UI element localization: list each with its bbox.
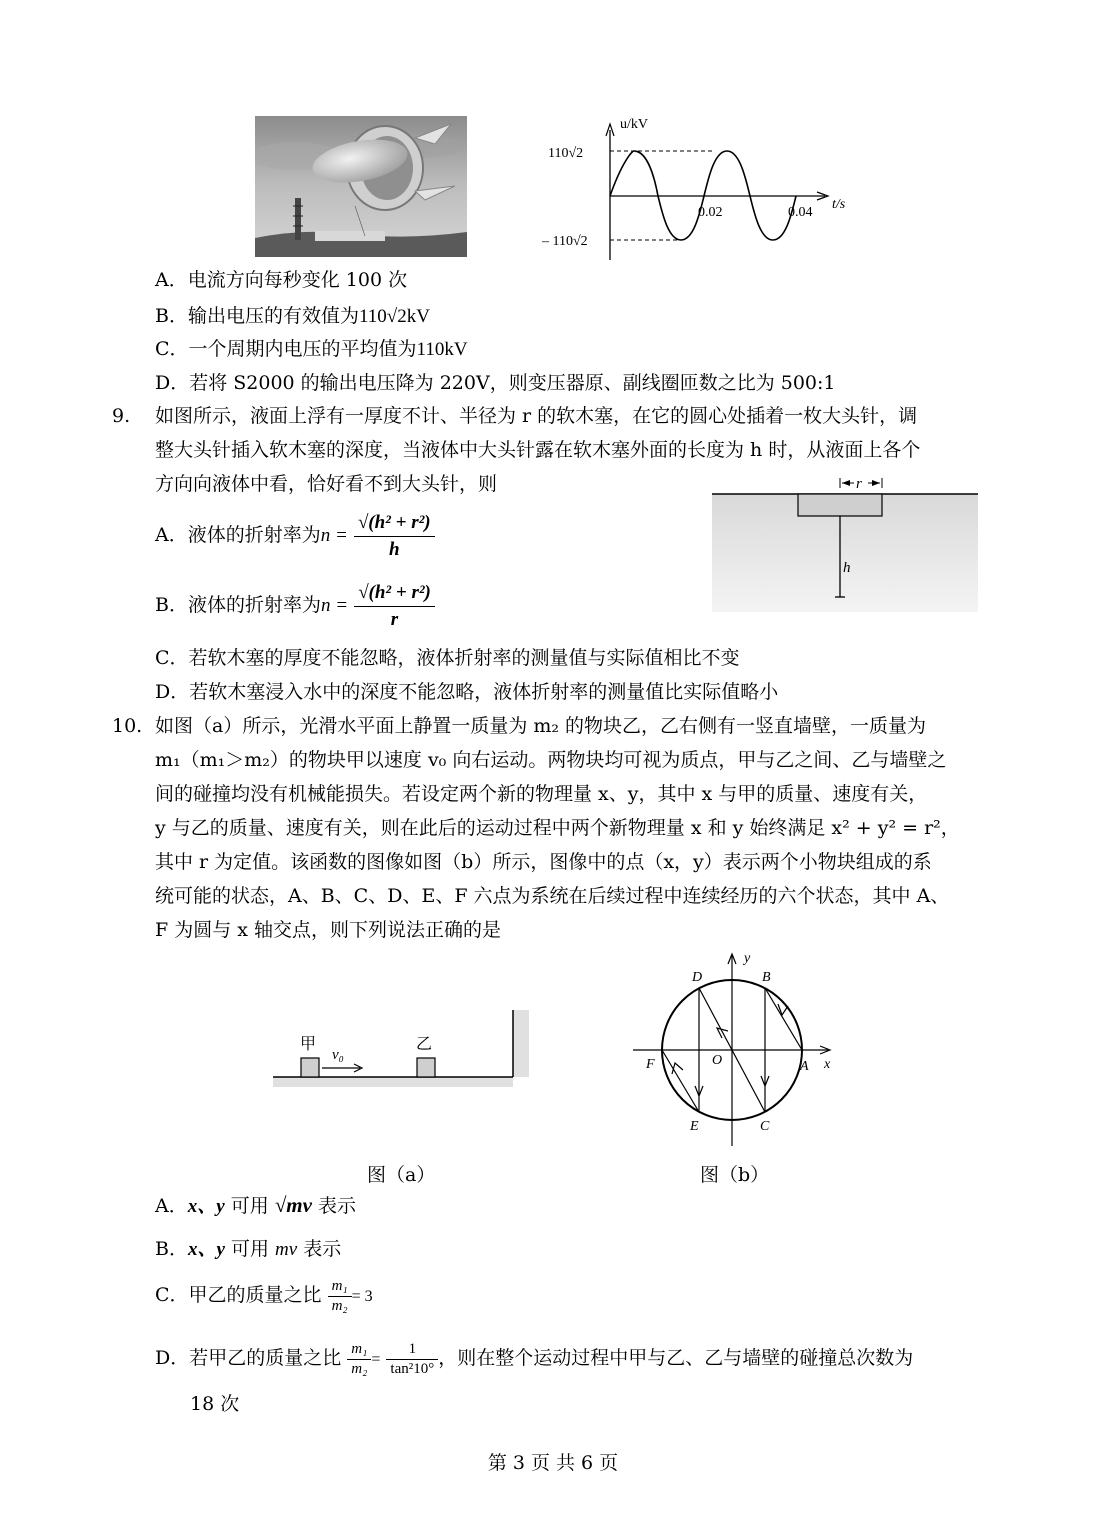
q8-option-d: D．若将 S2000 的输出电压降为 220V，则变压器原、副线圈匝数之比为 500:1 — [155, 372, 836, 394]
q10-c-den: m₂ — [331, 1297, 348, 1314]
q8-option-a: A．电流方向每秒变化 100 次 — [155, 269, 408, 291]
q10-d-den2: tan²10° — [390, 1360, 435, 1377]
q10-stem-line2: m₁（m₁＞m₂）的物块甲以速度 v₀ 向右运动。两物块均可视为质点，甲与乙之间、乙与墙壁之 — [155, 749, 947, 771]
q10-b-prefix: B． — [155, 1238, 188, 1260]
q10-d-eq: = — [371, 1351, 381, 1368]
q9-option-a — [155, 505, 435, 565]
q10-stem-line5: 其中 r 为定值。该函数的图像如图（b）所示，图像中的点（x，y）表示两个小物块组成的系 — [155, 851, 932, 873]
q10-b-vars: x、y — [187, 1239, 225, 1260]
q10-b-mid: 可用 — [224, 1238, 275, 1260]
figure-b-caption: 图（b） — [700, 1164, 770, 1186]
q8-option-c-value: 110kV — [416, 339, 468, 360]
x-axis-label: x — [824, 1057, 831, 1072]
cork-pin-figure — [712, 472, 978, 612]
point-d-label: D — [692, 970, 703, 985]
q10-c-prefix: C．甲乙的质量之比 — [155, 1284, 322, 1306]
jia-label: 甲 — [300, 1036, 317, 1053]
h-label: h — [843, 560, 851, 576]
r-label: r — [856, 476, 862, 492]
x-tick-002: 0.02 — [698, 205, 723, 220]
q10-d-den: m₂ — [351, 1360, 368, 1377]
q10-stem-line3: 间的碰撞均没有机械能损失。若设定两个新的物理量 x、y，其中 x 与甲的质量、速度有关， — [155, 783, 928, 805]
q10-option-d — [155, 1330, 913, 1386]
n-equals: n = — [320, 595, 349, 616]
q10-d-num2: 1 — [386, 1340, 438, 1360]
y-axis-label: u/kV — [620, 117, 648, 132]
q10-b-suffix: 表示 — [297, 1238, 342, 1260]
q8-option-b — [155, 304, 430, 329]
q10-a-expr: √mv — [274, 1193, 312, 1217]
q9-a-denominator: h — [388, 538, 400, 560]
point-e-label: E — [690, 1119, 699, 1134]
y-neg-label: – 110√2 — [542, 234, 588, 249]
point-b-label: B — [762, 970, 771, 985]
q10-stem-line4: y 与乙的质量、速度有关，则在此后的运动过程中两个新物理量 x 和 y 始终满足 x² + y² = r²， — [155, 817, 960, 839]
q8-option-c-prefix: C．一个周期内电压的平均值为 — [155, 338, 417, 360]
q9-b-numerator: √(h² + r²) — [354, 580, 435, 607]
point-a-label: A — [800, 1059, 809, 1074]
q10-a-vars: x、y — [187, 1196, 225, 1217]
point-c-label: C — [760, 1119, 770, 1134]
collision-setup-figure — [270, 1005, 540, 1100]
q10-option-a — [155, 1193, 356, 1219]
q9-option-d: D．若软木塞浸入水中的深度不能忽略，液体折射率的测量值比实际值略小 — [155, 681, 779, 703]
y-pos-label: 110√2 — [548, 146, 584, 161]
q10-stem-line6: 统可能的状态，A、B、C、D、E、F 六点为系统在后续过程中连续经历的六个状态，其中 A、 — [155, 885, 950, 907]
x-axis-label: t/s — [832, 197, 846, 212]
q10-d-prefix: D．若甲乙的质量之比 — [155, 1347, 342, 1369]
phase-circle-figure — [628, 950, 838, 1150]
q9-stem-line1: 如图所示，液面上浮有一厚度不计、半径为 r 的软木塞，在它的圆心处插着一枚大头针，调 — [155, 405, 918, 427]
q9-option-b — [155, 575, 435, 635]
q10-option-b — [155, 1237, 341, 1262]
q10-c-val: = 3 — [351, 1288, 373, 1305]
yi-label: 乙 — [416, 1036, 433, 1053]
q10-a-prefix: A． — [155, 1195, 188, 1217]
q8-option-c — [155, 337, 468, 362]
n-equals: n = — [320, 525, 348, 546]
q10-d-suffix: ，则在整个运动过程中甲与乙、乙与墙壁的碰撞总次数为 — [438, 1347, 914, 1369]
q8-option-b-prefix: B．输出电压的有效值为 — [155, 305, 359, 327]
airship-turbine-photo — [255, 116, 467, 257]
y-axis-label: y — [744, 951, 751, 966]
point-f-label: F — [646, 1057, 655, 1072]
q9-b-denominator: r — [390, 608, 399, 630]
q10-number: 10. — [112, 715, 143, 737]
x-tick-004: 0.04 — [788, 205, 813, 220]
q9-stem-line2: 整大头针插入软木塞的深度，当液体中大头针露在软木塞外面的长度为 h 时，从液面上各个 — [155, 439, 921, 461]
q10-a-mid: 可用 — [224, 1195, 275, 1217]
voltage-sine-graph — [540, 110, 860, 270]
q9-option-a-prefix: A．液体的折射率为 — [155, 524, 321, 546]
q10-stem-line1: 如图（a）所示，光滑水平面上静置一质量为 m₂ 的物块乙，乙右侧有一竖直墙壁，一质量为 — [155, 715, 927, 737]
origin-label: O — [712, 1053, 723, 1068]
figure-a-caption: 图（a） — [367, 1164, 436, 1186]
q9-number: 9. — [112, 405, 131, 427]
q9-a-numerator: √(h² + r²) — [354, 510, 435, 537]
q10-option-d-line2: 18 次 — [190, 1393, 240, 1415]
q10-b-expr: mv — [275, 1239, 298, 1260]
q9-stem-line3: 方向向液体中看，恰好看不到大头针，则 — [155, 473, 498, 495]
q8-option-b-value: 110√2kV — [358, 306, 430, 327]
q10-c-num: m₁ — [328, 1277, 352, 1297]
q10-d-num: m₁ — [347, 1340, 371, 1360]
v0-label: v₀ — [332, 1047, 344, 1063]
q10-stem-line7: F 为圆与 x 轴交点，则下列说法正确的是 — [155, 919, 502, 941]
q10-a-suffix: 表示 — [311, 1195, 356, 1217]
q10-option-c — [155, 1270, 373, 1320]
q9-option-b-prefix: B．液体的折射率为 — [155, 594, 321, 616]
page-footer: 第 3 页 共 6 页 — [487, 1452, 619, 1474]
q9-option-c: C．若软木塞的厚度不能忽略，液体折射率的测量值与实际值相比不变 — [155, 647, 740, 669]
